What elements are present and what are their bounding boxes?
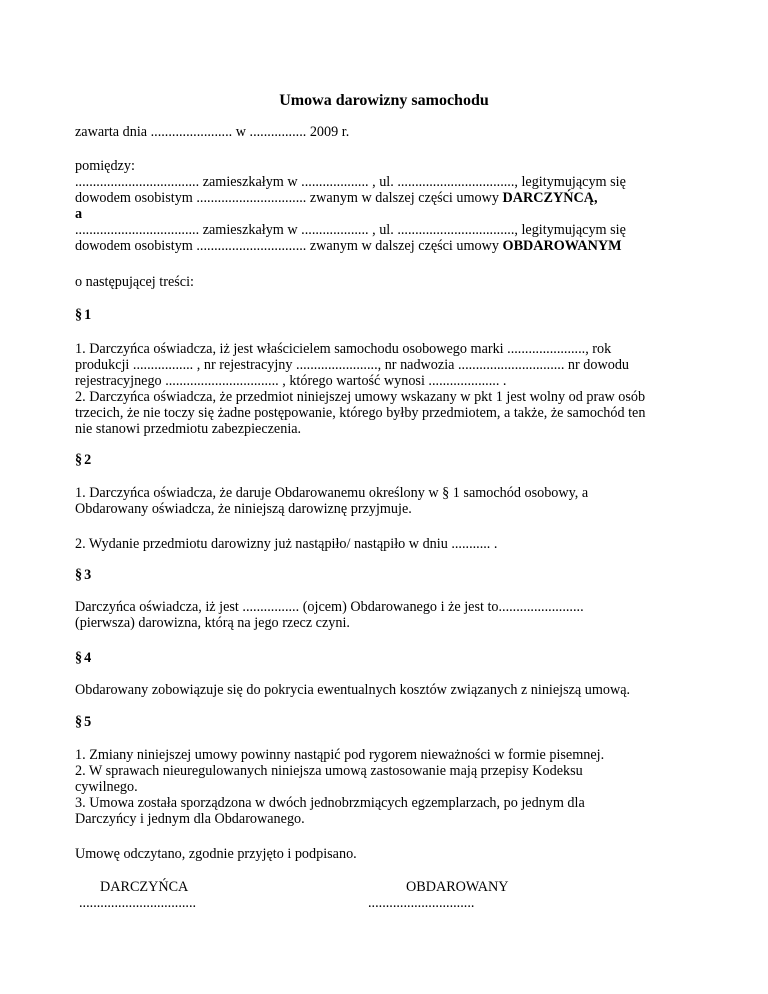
date-line-text: zawarta dnia ....................... w ................ 2009 r.	[75, 124, 350, 140]
section-3-body	[75, 599, 695, 631]
signature-left-label: DARCZYŃCA	[100, 879, 189, 895]
section-5-body	[75, 747, 695, 827]
party2-line2-text: dowodem osobistym ............................... zwanym w dalszej części umowy	[75, 238, 503, 254]
section-1-line: 1. Darczyńca oświadcza, iż jest właścicielem samochodu osobowego marki ......................, rok	[75, 341, 612, 357]
section-5-line: cywilnego.	[75, 779, 138, 795]
section-3-heading	[75, 567, 695, 583]
section-1-heading	[75, 307, 695, 323]
section-5-line: Darczyńcy i jednym dla Obdarowanego.	[75, 811, 305, 827]
section-3-heading-text: §3	[75, 567, 94, 583]
party2-line2	[75, 238, 695, 254]
section-5-heading-text: §5	[75, 714, 94, 730]
signature-left-line: .................................	[79, 895, 197, 911]
section-2-item-2	[75, 536, 695, 552]
section-5-line: 1. Zmiany niniejszej umowy powinny nastąpić pod rygorem nieważności w formie pisemnej.	[75, 747, 605, 763]
intro-line	[75, 274, 695, 290]
document-title: Umowa darowizny samochodu	[279, 92, 489, 109]
section-2-heading	[75, 452, 695, 468]
signature-right-label: OBDAROWANY	[406, 879, 509, 895]
section-1-line: 2. Darczyńca oświadcza, że przedmiot niniejszej umowy wskazany w pkt 1 jest wolny od praw osób	[75, 389, 646, 405]
between-label: pomiędzy:	[75, 158, 135, 174]
closing-text: Umowę odczytano, zgodnie przyjęto i podpisano.	[75, 846, 357, 862]
section-5-line: 2. W sprawach nieuregulowanych niniejsza umową zastosowanie mają przepisy Kodeksu	[75, 763, 583, 779]
section-2-line: 2. Wydanie przedmiotu darowizny już nastąpiło/ nastąpiło w dniu ........... .	[75, 536, 498, 552]
section-3-line: (pierwsza) darowizna, którą na jego rzecz czyni.	[75, 615, 350, 631]
intro-text: o następującej treści:	[75, 274, 194, 290]
section-1-line: produkcji ................. , nr rejestracyjny ......................., nr nadwozia .............................. nr dowodu	[75, 357, 630, 373]
section-2-body	[75, 485, 695, 517]
section-1-body	[75, 341, 695, 437]
section-4-heading-text: §4	[75, 650, 94, 666]
party2-role: OBDAROWANYM	[502, 238, 622, 254]
signature-right-line: ..............................	[368, 895, 475, 911]
party1-line1: ................................... zamieszkałym w ................... , ul. ................................., legitymującym się	[75, 174, 626, 190]
section-1-line: rejestracyjnego ................................ , którego wartość wynosi .................... .	[75, 373, 507, 389]
section-4-line: Obdarowany zobowiązuje się do pokrycia ewentualnych kosztów związanych z niniejszą umową.	[75, 682, 631, 698]
section-3-line: Darczyńca oświadcza, iż jest ................ (ojcem) Obdarowanego i że jest to........................	[75, 599, 584, 615]
party1-line2-text: dowodem osobistym ............................... zwanym w dalszej części umowy	[75, 190, 503, 206]
party1-line2	[75, 190, 695, 206]
section-5-heading	[75, 714, 695, 730]
parties-block	[75, 158, 695, 254]
section-2-line: 1. Darczyńca oświadcza, że daruje Obdarowanemu określony w § 1 samochód osobowy, a	[75, 485, 589, 501]
section-1-line: trzecich, że nie toczy się żadne postępowanie, którego byłby przedmiotem, a także, że samochód ten	[75, 405, 646, 421]
and-text: a	[75, 206, 83, 222]
section-2-heading-text: §2	[75, 452, 94, 468]
party1-role: DARCZYŃCĄ,	[502, 190, 598, 206]
closing-line	[75, 846, 695, 862]
section-4-body	[75, 682, 695, 698]
party2-line1: ................................... zamieszkałym w ................... , ul. ................................., legitymującym się	[75, 222, 626, 238]
section-5-line: 3. Umowa została sporządzona w dwóch jednobrzmiących egzemplarzach, po jednym dla	[75, 795, 585, 811]
section-4-heading	[75, 650, 695, 666]
and-label	[75, 206, 695, 222]
section-1-line: nie stanowi przedmiotu zabezpieczenia.	[75, 421, 302, 437]
date-line	[75, 124, 695, 140]
section-1-heading-text: §1	[75, 307, 94, 323]
section-2-line: Obdarowany oświadcza, że niniejszą darowiznę przyjmuje.	[75, 501, 412, 517]
